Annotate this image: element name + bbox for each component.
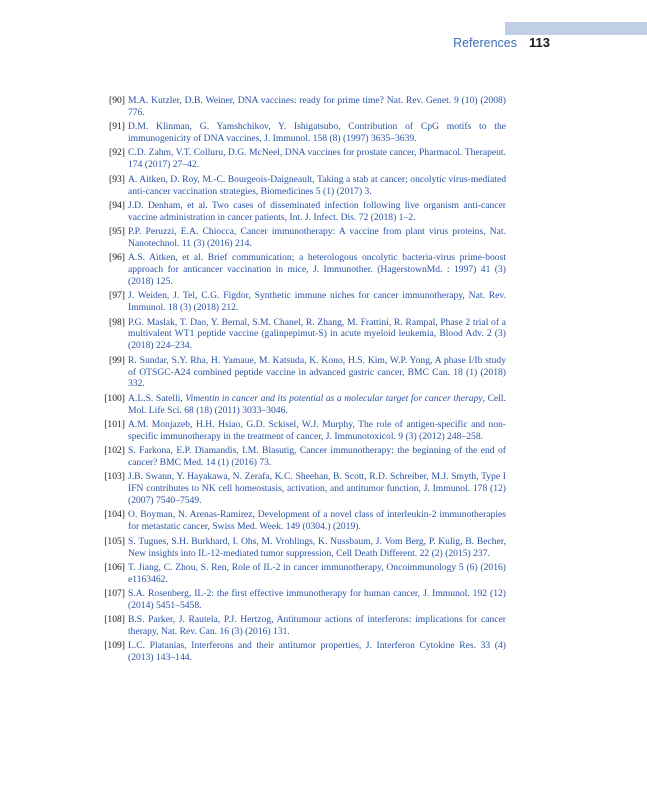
reference-item [100,614,506,638]
reference-number: [98] [109,316,125,328]
page-number: 113 [529,35,550,50]
reference-link[interactable]: J. Weiden, J. Tel, C.G. Figdor, Synthetic immune niches for cancer immunotherapy, Nat. Rev. Immunol. 18 (3) (2018) 212. [128,290,506,314]
reference-link[interactable]: A.S. Aitken, et al. Brief communication; a heterologous oncolytic bacteria-virus prime-boost approach for anticancer vaccination in mice, J. Immunother. (HagerstownMd. : 1997) 41 (3) (2018) 125. [128,252,506,288]
reference-item [100,588,506,612]
reference-number: [104] [104,509,125,521]
reference-link[interactable]: S.A. Rosenberg, IL-2: the first effective immunotherapy for human cancer, J. Immunol. 192 (12) (2014) 5451–5458. [128,588,506,611]
reference-item [100,471,506,507]
reference-item [100,200,506,224]
reference-item [100,419,506,443]
reference-list [100,95,506,667]
reference-item [100,317,506,353]
reference-number: [91] [109,121,125,133]
reference-link[interactable]: A.M. Monjazeb, H.H. Hsiao, G.D. Sckisel, W.J. Murphy, The role of antigen-specific and non-specific immunotherapy in the treatment of cancer, J. Immunotoxicol. 9 (3) (2012) 248–258. [128,418,506,442]
reference-item [100,121,506,145]
reference-number: [92] [109,147,125,159]
reference-item [100,174,506,198]
reference-number: [103] [104,471,125,483]
reference-item [100,290,506,314]
reference-authors: A.L.S. Satelli, [128,392,186,404]
reference-number: [107] [104,588,125,600]
reference-link[interactable]: B.S. Parker, J. Rautela, P.J. Hertzog, Antitumour actions of interferons: implications for cancer therapy, Nat. Rev. Can. 16 (3) (2016) 131. [128,614,506,638]
reference-item [100,562,506,586]
reference-link[interactable]: P.G. Maslak, T. Dao, Y. Bernal, S.M. Chanel, R. Zhang, M. Frattini, R. Rampal, Phase 2 trial of a multivalent WT1 peptide vaccine (galinpepimut-S) in acute myeloid leukemia, Blood Adv. 2 (3) (2018) 224–234. [128,316,506,352]
reference-number: [97] [109,290,125,302]
reference-number: [106] [104,561,125,573]
reference-link[interactable]: O. Boyman, N. Arenas-Ramirez, Development of a novel class of interleukin-2 immunotherapies for metastatic cancer, Swiss Med. Week. 149 (0304.) (2019). [128,509,506,533]
reference-item [100,445,506,469]
reference-number: [94] [109,199,125,211]
reference-link[interactable]: J.B. Swann, Y. Hayakawa, N. Zerafa, K.C. Sheehan, B. Scott, R.D. Schreiber, M.J. Smyth, Type I IFN contributes to NK cell homeostasis, activation, and antitumor function, J. Immunol. 178 (12) (2007) 7540–7549. [128,471,506,507]
running-header [380,35,550,53]
reference-number: [100] [104,392,125,404]
reference-item [100,640,506,664]
reference-number: [109] [104,640,125,652]
reference-item [100,95,506,119]
reference-item [100,509,506,533]
reference-number: [99] [109,354,125,366]
reference-link[interactable]: A. Aitken, D. Roy, M.-C. Bourgeois-Daigneault, Taking a stab at cancer; oncolytic virus-mediated anti-cancer vaccination strategies, Biomedicines 5 (1) (2017) 3. [128,173,506,197]
reference-item [100,355,506,391]
reference-link[interactable]: R. Sundar, S.Y. Rha, H. Yamaue, M. Katsuda, K. Kono, H.S. Kim, W.P. Yong, A phase I/Ib study of OTSGC-A24 combined peptide vaccine in advanced gastric cancer, BMC Can. 18 (1) (2018) 332. [128,354,506,390]
header-accent-bar [505,22,647,35]
reference-link[interactable] [128,393,506,416]
reference-number: [96] [109,252,125,264]
reference-link[interactable]: S. Farkona, E.P. Diamandis, I.M. Blasutig, Cancer immunotherapy: the beginning of the end of cancer? BMC Med. 14 (1) (2016) 73. [128,445,506,469]
reference-link[interactable]: M.A. Kutzler, D.B. Weiner, DNA vaccines: ready for prime time? Nat. Rev. Genet. 9 (10) (2008) 776. [128,95,506,118]
reference-link[interactable]: D.M. Klinman, G. Yamshchikov, Y. Ishigatsubo, Contribution of CpG motifs to the immunogenicity of DNA vaccines, J. Immunol. 158 (8) (1997) 3635–3639. [128,121,506,145]
reference-item [100,252,506,288]
reference-number: [108] [104,614,125,626]
reference-number: [93] [109,173,125,185]
reference-link[interactable]: J.D. Denham, et al. Two cases of disseminated infection following live organism anti-cancer vaccine administration in cancer patients, Int. J. Infect. Dis. 72 (2018) 1–2. [128,199,506,223]
reference-item [100,147,506,171]
reference-number: [101] [104,418,125,430]
reference-source: , Cell. Mol. Life Sci. 68 (18) (2011) 3033–3046. [128,392,506,416]
reference-link[interactable]: L.C. Platanias, Interferons and their antitumor properties, J. Interferon Cytokine Res. 33 (4) (2013) 143–144. [128,640,506,664]
reference-number: [90] [109,95,125,106]
reference-link[interactable]: C.D. Zahm, V.T. Colluru, D.G. McNeel, DNA vaccines for prostate cancer, Pharmacol. Therapeut. 174 (2017) 27–42. [128,147,506,171]
reference-item [100,226,506,250]
section-title: References [453,36,518,50]
reference-number: [102] [104,445,125,457]
reference-number: [105] [104,535,125,547]
reference-item [100,393,506,417]
reference-item [100,536,506,560]
reference-title: Vimentin in cancer and its potential as a molecular target for cancer therapy [185,392,483,404]
reference-number: [95] [109,226,125,238]
reference-link[interactable]: P.P. Peruzzi, E.A. Chiocca, Cancer immunotherapy: A vaccine from plant virus proteins, Nat. Nanotechnol. 11 (3) (2016) 214. [128,226,506,249]
reference-link[interactable]: T. Jiang, C. Zhou, S. Ren, Role of IL-2 in cancer immunotherapy, Oncoimmunology 5 (6) (2016) e1163462. [128,561,506,585]
reference-link[interactable]: S. Tugues, S.H. Burkhard, I. Ohs, M. Vrohlings, K. Nussbaum, J. Vom Berg, P. Kulig, B. Becher, New insights into IL-12-mediated tumor suppression, Cell Death Different. 22 (2) (2015) 237. [128,535,506,559]
